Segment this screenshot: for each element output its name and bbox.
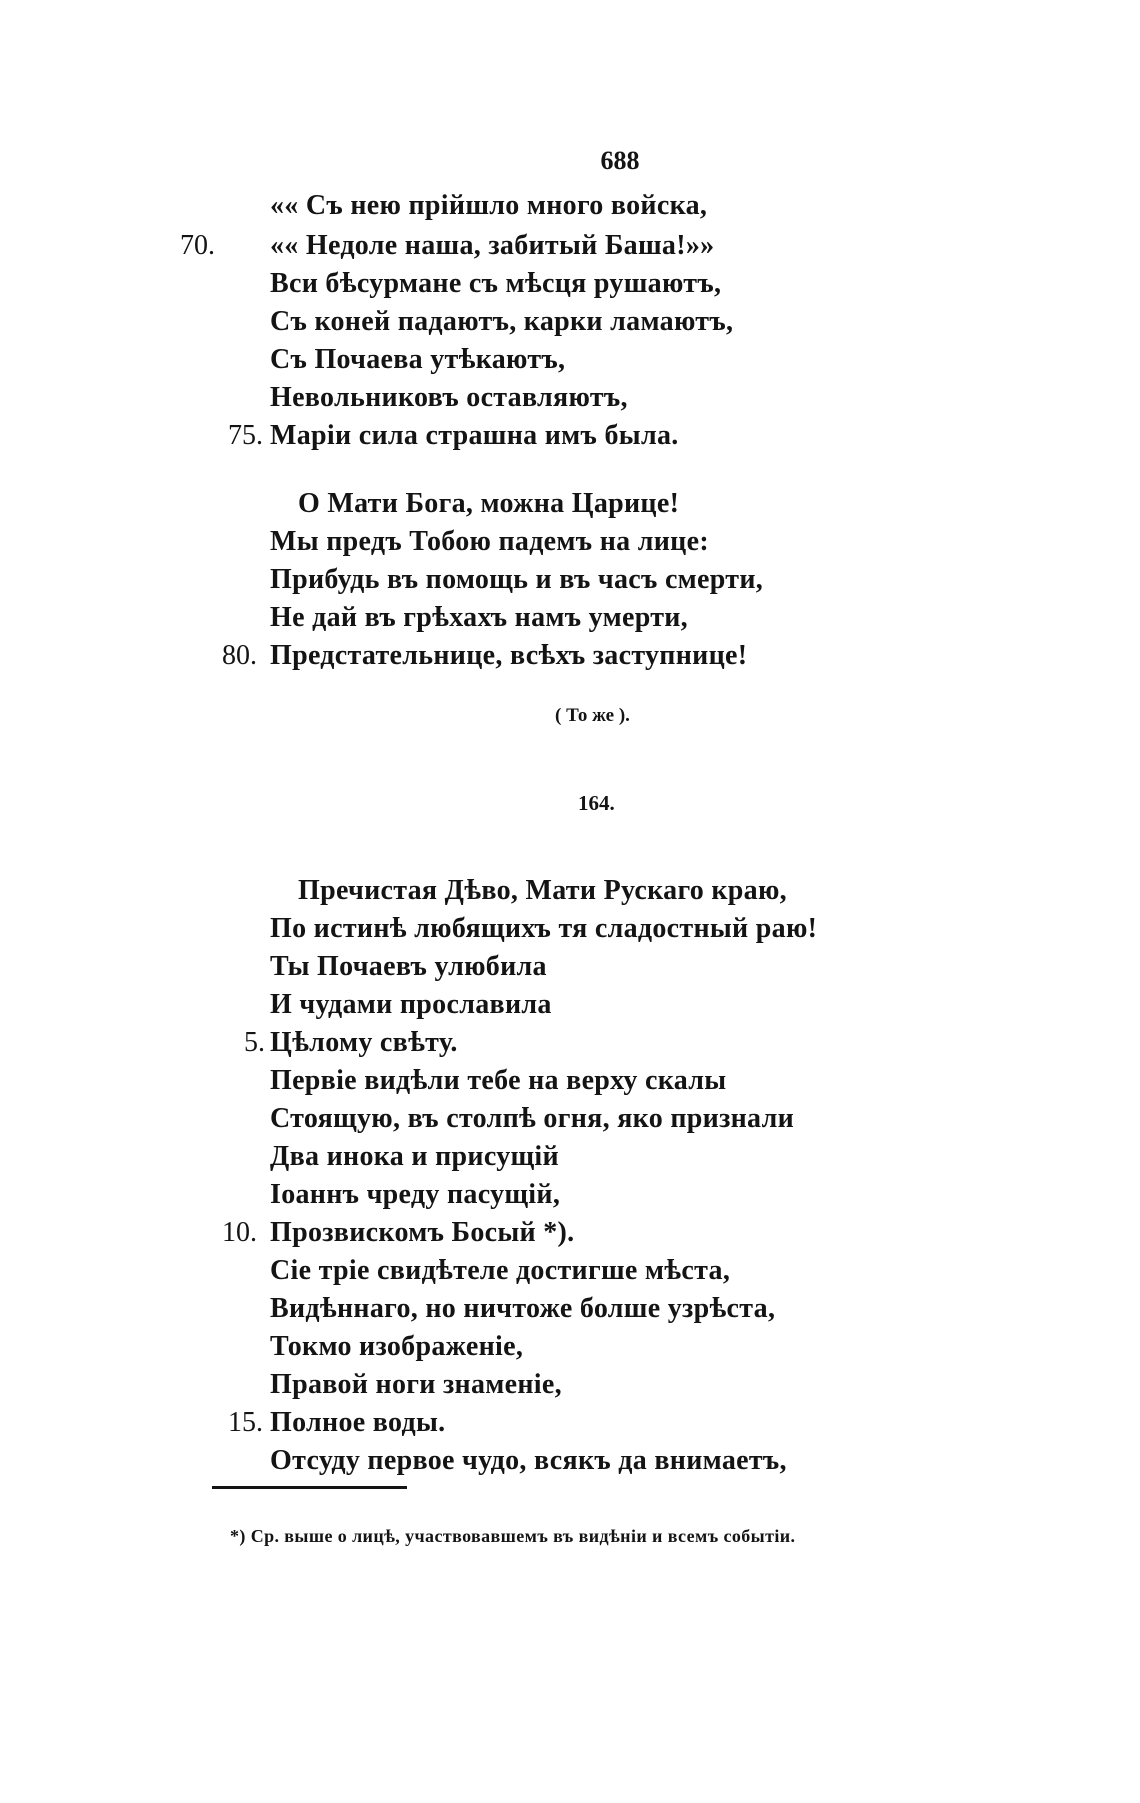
verse-line: И чудами прославила xyxy=(270,989,552,1020)
footnote-divider xyxy=(212,1486,407,1489)
verse-line: «« Недоле наша, забитый Баша!»» xyxy=(270,230,715,261)
verse-line: Невольниковъ оставляютъ, xyxy=(270,382,628,413)
line-number: 70. xyxy=(180,230,215,261)
verse-line: Мы предъ Тобою падемъ на лице: xyxy=(270,526,709,557)
source-note: ( То же ). xyxy=(555,705,630,726)
line-number: 5. xyxy=(244,1027,265,1058)
verse-line: Сіе тріе свидѣтеле достигше мѣста, xyxy=(270,1255,731,1286)
verse-line: Не дай въ грѣхахъ намъ умерти, xyxy=(270,602,688,633)
verse-line: Ты Почаевъ улюбила xyxy=(270,951,547,982)
verse-line: Полное воды. xyxy=(270,1407,446,1438)
verse-line: Прибудь въ помощь и въ часъ смерти, xyxy=(270,564,764,595)
page-number: 688 xyxy=(600,146,640,175)
verse-line: По истинѣ любящихъ тя сладостный раю! xyxy=(270,913,818,944)
verse-line: Прозвискомъ Босый *). xyxy=(270,1217,575,1248)
verse-line: Видѣннаго, но ничтоже болше узрѣста, xyxy=(270,1293,776,1324)
verse-line: Стоящую, въ столпѣ огня, яко признали xyxy=(270,1103,795,1134)
line-number: 80. xyxy=(222,640,257,671)
footnote: *) Ср. выше о лицѣ, участвовавшемъ въ видѣніи и всемъ событіи. xyxy=(230,1526,796,1546)
line-number: 10. xyxy=(222,1217,257,1248)
verse-line: Цѣлому свѣту. xyxy=(270,1027,458,1058)
verse-line: Съ коней падаютъ, карки ламаютъ, xyxy=(270,306,734,337)
verse-line: Токмо изображеніе, xyxy=(270,1331,524,1362)
verse-line: Предстательнице, всѣхъ заступнице! xyxy=(270,640,748,671)
verse-line: «« Съ нею прійшло много войска, xyxy=(270,190,708,221)
line-number: 75. xyxy=(228,420,263,451)
verse-line: Правой ноги знаменіе, xyxy=(270,1369,562,1400)
verse-line: Отсуду первое чудо, всякъ да внимаетъ, xyxy=(270,1445,787,1476)
verse-line: Маріи сила страшна имъ была. xyxy=(270,420,679,451)
verse-line: Два инока и присущій xyxy=(270,1141,559,1172)
verse-line: Пречистая Дѣво, Мати Рускаго краю, xyxy=(298,875,787,906)
line-number: 15. xyxy=(228,1407,263,1438)
verse-line: Вси бѣсурмане съ мѣсця рушаютъ, xyxy=(270,268,722,299)
verse-line: Съ Почаева утѣкаютъ, xyxy=(270,344,566,375)
verse-line: О Мати Бога, можна Царице! xyxy=(298,488,680,519)
verse-line: Іоаннъ чреду пасущій, xyxy=(270,1179,561,1210)
poem-number: 164. xyxy=(578,791,615,815)
verse-line: Первіе видѣли тебе на верху скалы xyxy=(270,1065,727,1096)
